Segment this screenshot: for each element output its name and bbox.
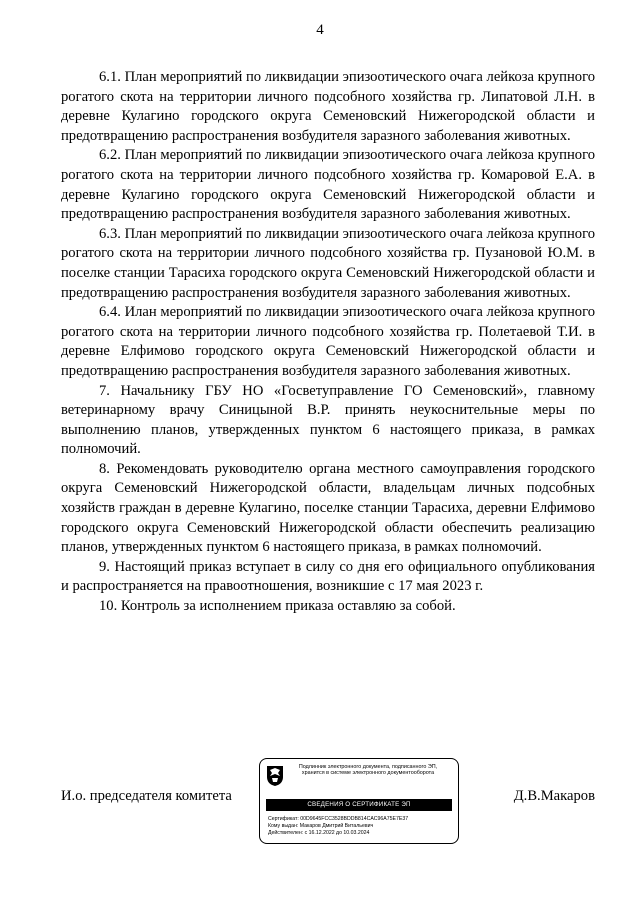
electronic-signature-stamp — [259, 758, 459, 844]
signer-role: И.о. председателя комитета — [61, 788, 232, 804]
certificate-number: Сертификат: 00D9645FCC3528BDDB814CAC96A75E7E37 — [268, 816, 409, 822]
paragraph-6-1: 6.1. План мероприятий по ликвидации эпизоотического очага лейкоза крупного рогатого скота на территории личного подсобного хозяйства гр. Липатовой Л.Н. в деревне Кулагино городского округа Семеновский Нижегородской области и предотвращению распространения возбудителя заразного заболевания животных. — [61, 69, 595, 144]
stamp-banner: СВЕДЕНИЯ О СЕРТИФИКАТЕ ЭП — [266, 799, 452, 811]
paragraph-8: 8. Рекомендовать руководителю органа местного самоуправления городского округа Семеновский Нижегородской области, владельцам личных подсобных хозяйств граждан в деревне Кулагино, поселке станции Тарасиха, деревни Елфимово городского округа Семеновский Нижегородской области обеспечить реализацию планов, утвержденных пунктом 6 настоящего приказа, в рамках полномочий. — [61, 460, 595, 556]
paragraph-6-4: 6.4. Илан мероприятий по ликвидации эпизоотического очага лейкоза крупного рогатого скота на территории личного подсобного хозяйства гр. Полетаевой Т.И. в деревне Елфимово городского округа Семеновский Нижегородской области и предотвращению распространения возбудителя заразного заболевания животных. — [61, 304, 595, 379]
signature-block — [61, 755, 595, 847]
certificate-owner: Кому выдан: Макаров Дмитрий Витальевич — [268, 823, 374, 829]
paragraph-9: 9. Настоящий приказ вступает в силу со дня его официального опубликования и распространяется на правоотношения, возникшие с 17 мая 2023 г. — [61, 558, 595, 595]
signer-name: Д.В.Макаров — [513, 788, 595, 804]
paragraph-6-3: 6.3. План мероприятий по ликвидации эпизоотического очага лейкоза крупного рогатого скота на территории личного подсобного хозяйства гр. Пузановой Ю.М. в поселке станции Тарасиха городского округа Семеновский Нижегородской области и предотвращению распространения возбудителя заразного заболевания животных. — [61, 225, 595, 301]
paragraph-10: 10. Контроль за исполнением приказа оставляю за собой. — [99, 598, 456, 615]
stamp-caption: Подлинник электронного документа, подписанного ЭП, хранится в системе электронного документооборота — [298, 764, 438, 777]
document-body — [61, 68, 595, 617]
coat-of-arms-icon — [266, 765, 284, 787]
page-number: 4 — [316, 22, 324, 38]
paragraph-7: 7. Начальнику ГБУ НО «Госветуправление ГО Семеновский», главному ветеринарному врачу Синицыной В.Р. принять неукоснительные меры по выполнению планов, утвержденных пунктом 6 настоящего приказа, в рамках полномочий. — [61, 382, 595, 458]
certificate-validity: Действителен: с 16.12.2022 до 10.03.2024 — [268, 830, 370, 836]
paragraph-6-2: 6.2. План мероприятий по ликвидации эпизоотического очага лейкоза крупного рогатого скота на территории личного подсобного хозяйства гр. Комаровой Е.А. в деревне Кулагино городского округа Семеновский Нижегородской области и предотвращению распространения возбудителя заразного заболевания животных. — [61, 147, 595, 223]
